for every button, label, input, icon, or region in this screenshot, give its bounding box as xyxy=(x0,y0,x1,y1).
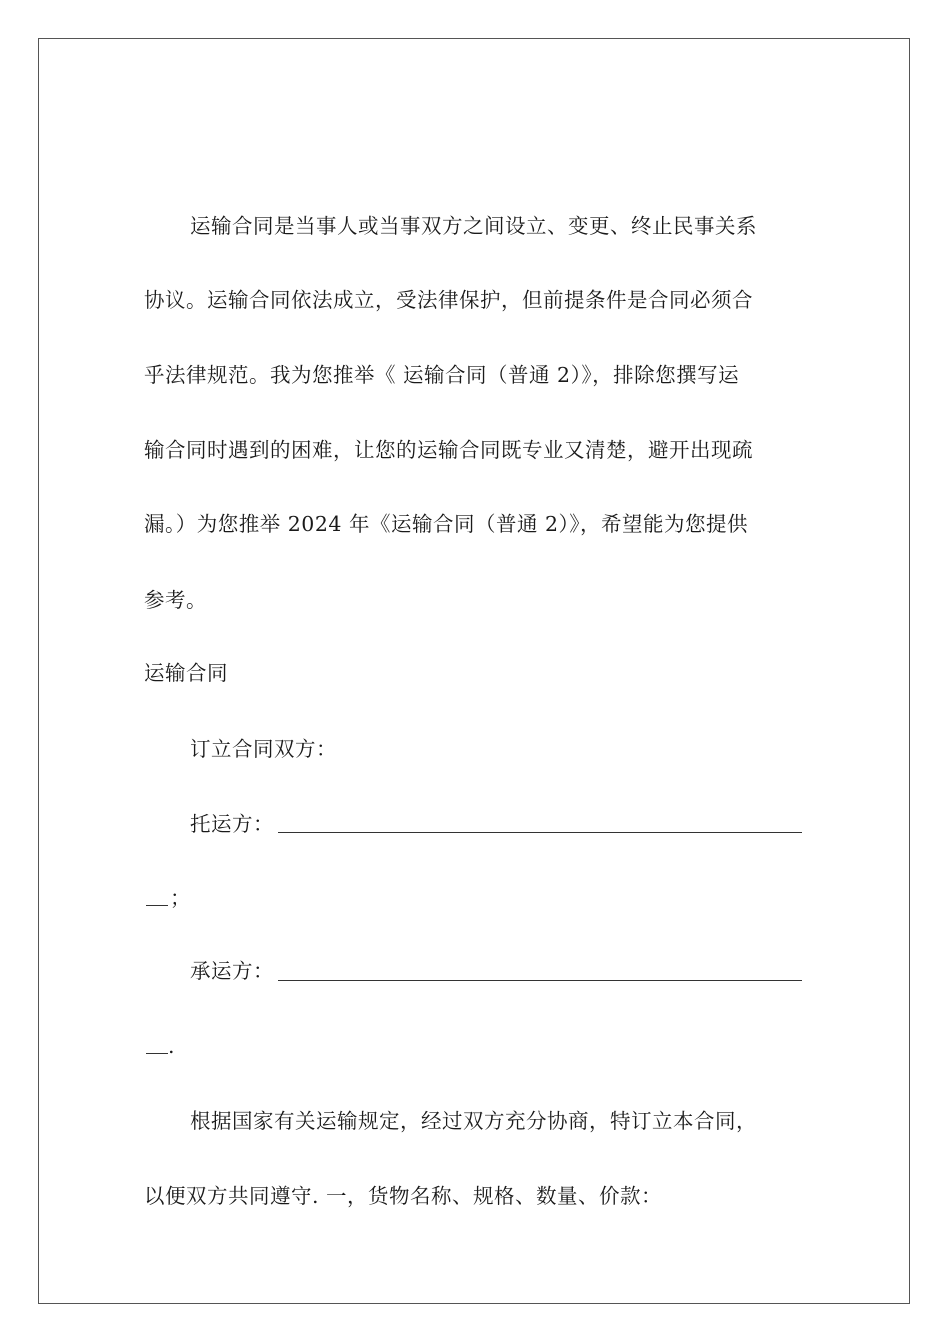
body-line-1: 根据国家有关运输规定，经过双方充分协商，特订立本合同， xyxy=(190,1109,757,1133)
intro-line-2: 协议。运输合同依法成立，受法律保护，但前提条件是合同必须合 xyxy=(144,288,753,312)
carrier-tail: . xyxy=(168,1034,176,1058)
shipper-blank-continuation xyxy=(146,905,168,906)
parties-heading: 订立合同双方： xyxy=(190,737,337,761)
carrier-blank-continuation xyxy=(146,1053,168,1054)
contract-title: 运输合同 xyxy=(144,661,228,685)
intro-line-1: 运输合同是当事人或当事双方之间设立、变更、终止民事关系 xyxy=(190,214,757,238)
shipper-blank-line xyxy=(278,832,802,833)
intro-line-4: 输合同时遇到的困难，让您的运输合同既专业又清楚，避开出现疏 xyxy=(144,438,753,462)
shipper-label: 托运方： xyxy=(190,812,274,836)
carrier-label: 承运方： xyxy=(190,959,274,983)
intro-line-6: 参考。 xyxy=(144,588,207,612)
body-line-2: 以便双方共同遵守. 一，货物名称、规格、数量、价款： xyxy=(144,1184,663,1208)
intro-line-5: 漏。）为您推举 2024 年《运输合同（普通 2）》，希望能为您提供 xyxy=(144,512,749,536)
carrier-blank-line xyxy=(278,980,802,981)
shipper-tail: ； xyxy=(170,886,191,910)
intro-line-3: 乎法律规范。我为您推举《 运输合同（普通 2）》，排除您撰写运 xyxy=(144,363,740,387)
